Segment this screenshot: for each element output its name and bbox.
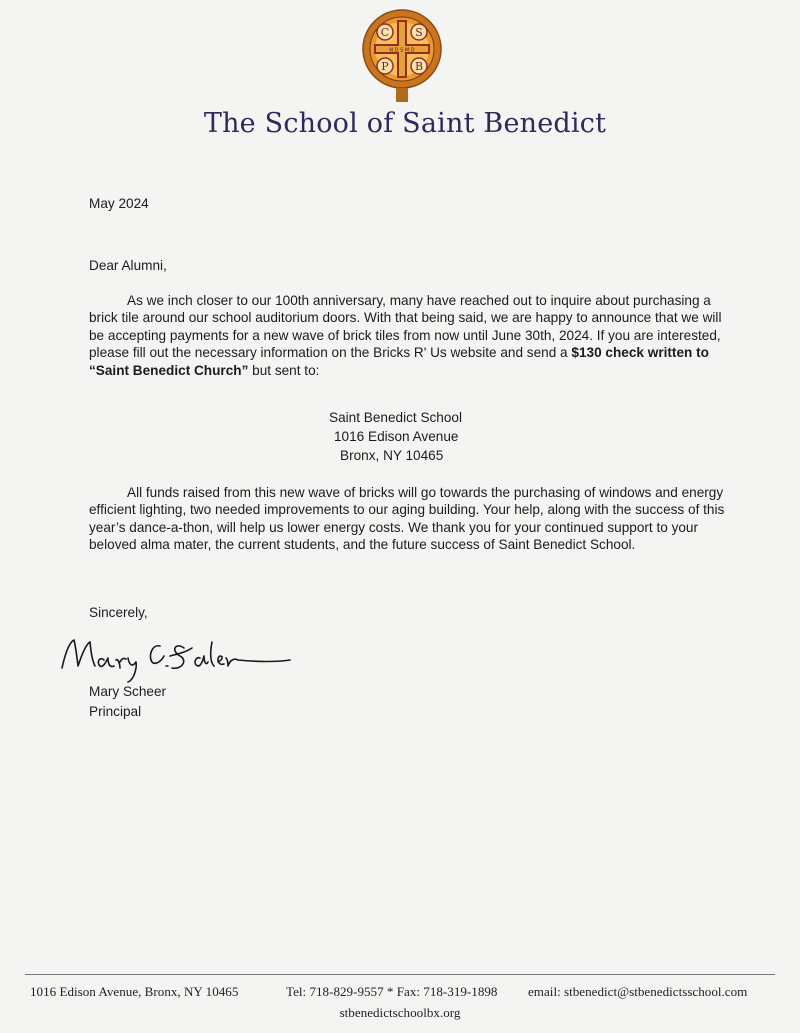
address-line-3: Bronx, NY 10465 (340, 448, 444, 463)
seal-letter-p: P (381, 60, 389, 73)
greeting: Dear Alumni, (89, 258, 167, 273)
signer-name: Mary Scheer (89, 684, 167, 699)
address-line-1: Saint Benedict School (329, 410, 463, 425)
seal-letter-c: C (380, 26, 390, 39)
paragraph-intro-text: As we inch closer to our 100th anniversary, many have reached out to inquire about purchasing a brick tile around our school auditorium doors. With that being said, we are happy to announce that we will be accepting payments for a new wave of brick tiles from now until June 30th, 2024. If you are interested, please fill out the necessary information on the Bricks R' Us website and send a (89, 293, 722, 361)
handwritten-signature (58, 628, 293, 683)
signer-title: Principal (89, 704, 142, 719)
footer-divider (25, 974, 775, 975)
benedict-medal-seal-icon (362, 8, 442, 104)
payment-instruction: $130 check written to “Saint Benedict Church” (89, 345, 709, 378)
paragraph-funds-text: All funds raised from this new wave of bricks will go towards the purchasing of windows and energy efficient lighting, two needed improvements to our aging building. Your help, along with the success of this year’s dance-a-thon, will help us lower energy costs. We thank you for your continued support to your beloved alma mater, the current students, and the future success of Saint Benedict School. (89, 485, 725, 553)
footer-website: stbenedictschoolbx.org (339, 1005, 461, 1020)
footer-phone-fax: Tel: 718-829-9557 * Fax: 718-319-1898 (286, 984, 498, 999)
school-name: The School of Saint Benedict (203, 108, 607, 139)
seal-letter-s: S (415, 26, 423, 39)
paragraph-intro (89, 292, 729, 379)
letter-date: May 2024 (89, 196, 149, 211)
address-line-2: 1016 Edison Avenue (334, 429, 459, 444)
footer-address: 1016 Edison Avenue, Bronx, NY 10465 (30, 984, 239, 999)
footer-email: email: stbenedict@stbenedictsschool.com (528, 984, 748, 999)
seal-letter-b: B (414, 60, 424, 73)
paragraph-funds (89, 484, 729, 554)
closing: Sincerely, (89, 605, 148, 620)
paragraph-intro-tail: but sent to: (248, 362, 320, 378)
seal-inner-text: N D S M D (389, 47, 415, 54)
